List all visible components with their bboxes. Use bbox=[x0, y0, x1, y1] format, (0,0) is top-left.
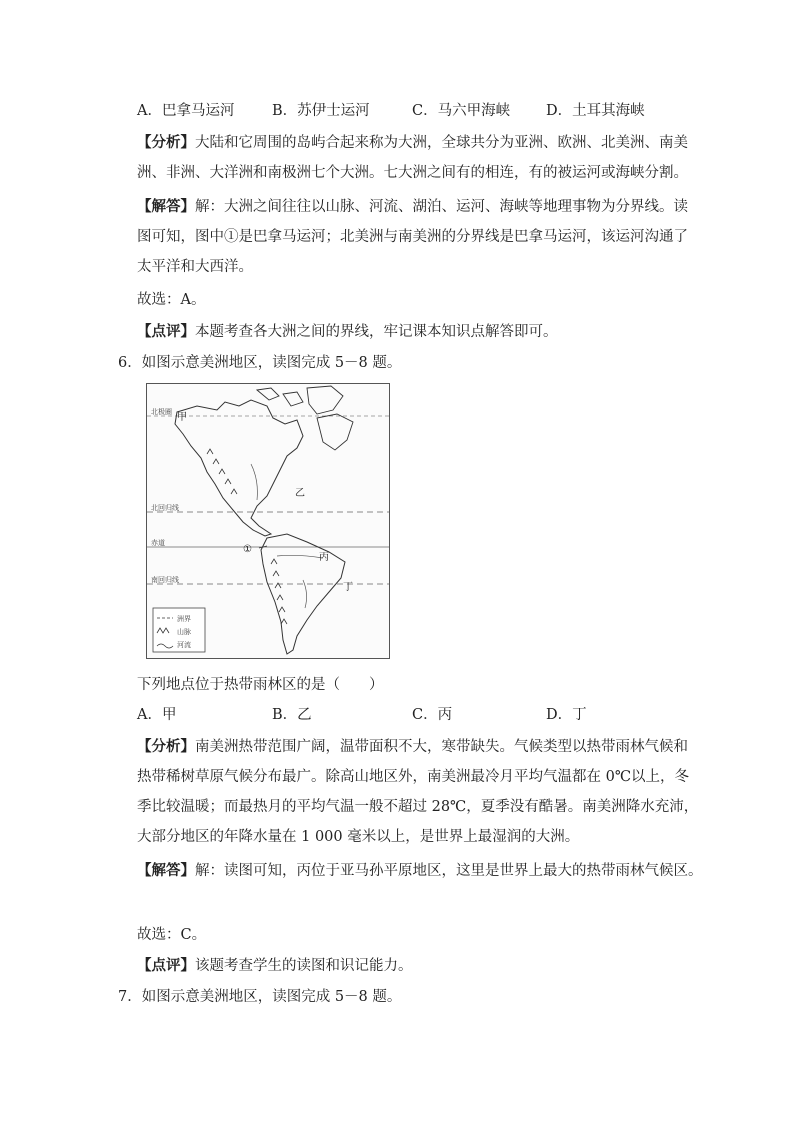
analysis-text: 南美洲热带范围广阔，温带面积不大，寒带缺失。气候类型以热带雨林气候和 bbox=[195, 739, 688, 755]
tropic-north-label: 北回归线 bbox=[151, 504, 179, 512]
analysis-text: 大陆和它周围的岛屿合起来称为大洲，全球共分为亚洲、欧洲、北美洲、南美 bbox=[195, 135, 688, 151]
americas-map-svg bbox=[147, 384, 389, 658]
arctic-circle-label: 北极圈 bbox=[151, 408, 172, 416]
map-label-bing: 丙 bbox=[319, 552, 329, 563]
q5-option-b: B．苏伊士运河 bbox=[272, 103, 370, 119]
legend-river-label: 河流 bbox=[177, 641, 191, 649]
q6-answer bbox=[137, 861, 703, 881]
answer-tag: 【解答】 bbox=[137, 199, 195, 215]
q5-answer-line-1 bbox=[137, 197, 688, 217]
tropic-south-label: 南回归线 bbox=[151, 576, 179, 584]
greenland-outline bbox=[317, 414, 353, 450]
q5-option-a: A．巴拿马运河 bbox=[137, 103, 235, 119]
comment-tag: 【点评】 bbox=[137, 324, 195, 340]
q5-analysis-line-1 bbox=[137, 133, 688, 153]
q6-option-d: D．丁 bbox=[546, 707, 587, 723]
analysis-tag: 【分析】 bbox=[137, 739, 195, 755]
americas-map bbox=[146, 383, 390, 659]
equator-label: 赤道 bbox=[151, 539, 165, 547]
legend-mountain-label: 山脉 bbox=[177, 628, 191, 636]
q6-option-b: B．乙 bbox=[272, 707, 312, 723]
q5-answer-line-2: 图可知，图中①是巴拿马运河；北美洲与南美洲的分界线是巴拿马运河，该运河沟通了 bbox=[137, 229, 688, 245]
north-america-outline bbox=[175, 400, 303, 536]
legend-border-label: 洲界 bbox=[177, 615, 191, 623]
answer-text: 解：大洲之间往往以山脉、河流、湖泊、运河、海峡等地理事物为分界线。读 bbox=[195, 199, 688, 215]
q5-choice: 故选：A。 bbox=[137, 292, 206, 308]
q6-stem: 6．如图示意美洲地区，读图完成 5－8 题。 bbox=[118, 355, 402, 371]
q6-comment bbox=[137, 956, 413, 976]
south-america-outline bbox=[261, 534, 345, 654]
q5-answer-line-3: 太平洋和大西洋。 bbox=[137, 259, 253, 275]
map-label-ding: 丁 bbox=[343, 582, 353, 593]
q5-comment bbox=[137, 322, 558, 342]
arctic-islands bbox=[257, 386, 343, 414]
q5-option-d: D．土耳其海峡 bbox=[546, 103, 645, 119]
answer-tag: 【解答】 bbox=[137, 863, 195, 879]
comment-text: 该题考查学生的读图和识记能力。 bbox=[195, 958, 413, 974]
q6-analysis-line-3: 季比较温暖；而最热月的平均气温一般不超过 28℃，夏季没有酷暑。南美洲降水充沛， bbox=[137, 799, 699, 815]
analysis-tag: 【分析】 bbox=[137, 135, 195, 151]
q6-option-a: A．甲 bbox=[137, 707, 177, 723]
comment-text: 本题考查各大洲之间的界线，牢记课本知识点解答即可。 bbox=[195, 324, 558, 340]
q6-option-c: C．丙 bbox=[412, 707, 453, 723]
q5-analysis-line-2: 洲、非洲、大洋洲和南极洲七个大洲。七大洲之间有的相连，有的被运河或海峡分割。 bbox=[137, 165, 688, 181]
q6-analysis-line-2: 热带稀树草原气候分布最广。除高山地区外，南美洲最冷月平均气温都在 0℃以上，冬 bbox=[137, 769, 690, 785]
q6-analysis-line-4: 大部分地区的年降水量在 1 000 毫米以上，是世界上最湿润的大洲。 bbox=[137, 829, 580, 845]
q6-analysis-line-1 bbox=[137, 737, 688, 757]
map-label-circle1: ① bbox=[243, 544, 252, 555]
q6-choice: 故选：C。 bbox=[137, 927, 207, 943]
map-label-yi: 乙 bbox=[295, 488, 305, 499]
q6-question: 下列地点位于热带雨林区的是（ ） bbox=[137, 677, 384, 693]
q7-stem: 7．如图示意美洲地区，读图完成 5－8 题。 bbox=[118, 989, 402, 1005]
answer-text: 解：读图可知，丙位于亚马孙平原地区，这里是世界上最大的热带雨林气候区。 bbox=[195, 863, 703, 879]
comment-tag: 【点评】 bbox=[137, 958, 195, 974]
map-label-jia: 甲 bbox=[177, 412, 187, 423]
river-lines bbox=[251, 464, 323, 608]
q5-option-c: C．马六甲海峡 bbox=[412, 103, 511, 119]
